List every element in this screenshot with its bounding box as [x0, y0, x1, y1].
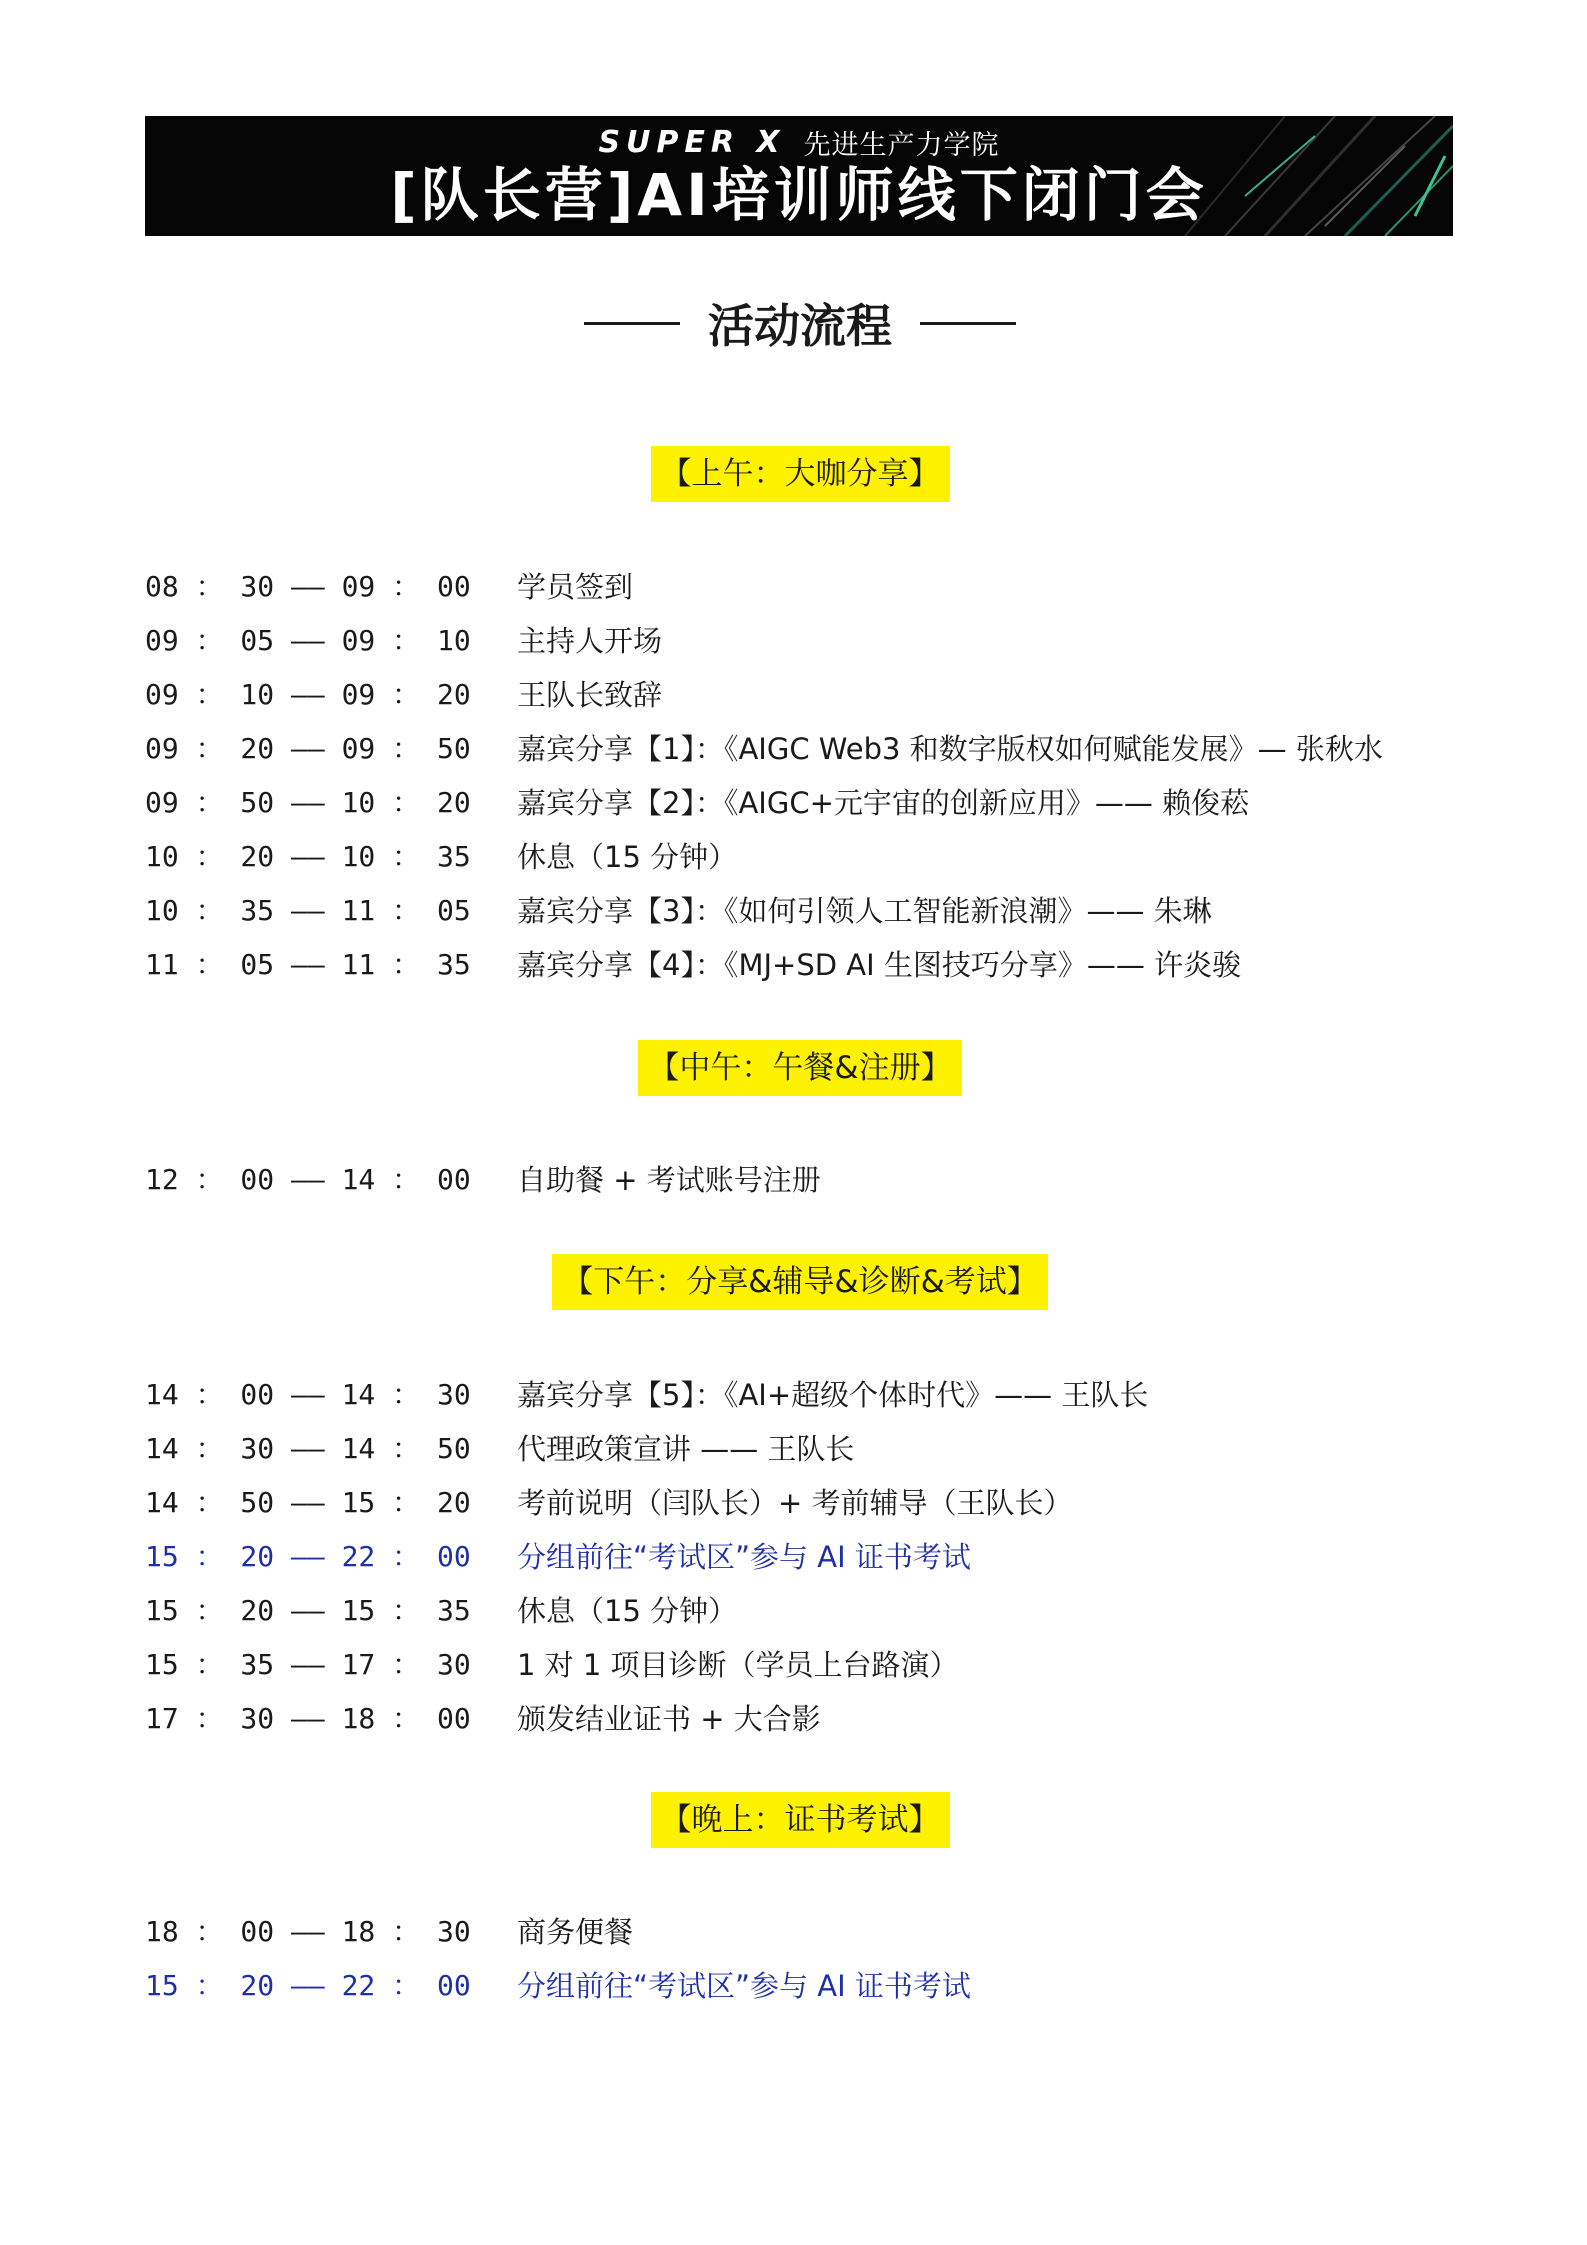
row-desc: 嘉宾分享【1】：《AIGC Web3 和数字版权如何赋能发展》— 张秋水	[517, 732, 1383, 766]
brand-logo-text: SUPER X	[598, 124, 786, 160]
row-time: 08 ： 30 —— 09 ： 00	[145, 570, 471, 603]
row-time: 15 ： 35 —— 17 ： 30	[145, 1648, 471, 1681]
row-desc: 颁发结业证书 + 大合影	[517, 1702, 821, 1736]
schedule-row-highlighted	[145, 1964, 1505, 2008]
row-time: 09 ： 05 —— 09 ： 10	[145, 624, 471, 657]
schedule-row	[145, 727, 1505, 771]
row-time: 10 ： 20 —— 10 ： 35	[145, 840, 471, 873]
row-time: 12 ： 00 —— 14 ： 00	[145, 1163, 471, 1196]
section-label-text: 【下午：分享&辅导&诊断&考试】	[552, 1254, 1048, 1310]
row-desc: 嘉宾分享【5】：《AI+超级个体时代》—— 王队长	[517, 1378, 1149, 1412]
schedule-row	[145, 943, 1505, 987]
row-desc: 王队长致辞	[517, 678, 663, 712]
row-desc: 主持人开场	[517, 624, 663, 658]
heading-right-dash	[920, 322, 1016, 325]
row-time: 09 ： 20 —— 09 ： 50	[145, 732, 471, 765]
row-time: 15 ： 20 —— 22 ： 00	[145, 1969, 471, 2002]
row-desc: 代理政策宣讲 —— 王队长	[517, 1432, 855, 1466]
row-time: 17 ： 30 —— 18 ： 00	[145, 1702, 471, 1735]
brand-row	[145, 124, 1453, 160]
row-time: 18 ： 00 —— 18 ： 30	[145, 1915, 471, 1948]
event-title: [队长营]AI培训师线下闭门会	[390, 161, 1208, 229]
section-label-evening	[0, 1792, 1587, 1848]
schedule-row	[145, 673, 1505, 717]
row-time: 14 ： 50 —— 15 ： 20	[145, 1486, 471, 1519]
row-desc: 自助餐 + 考试账号注册	[517, 1163, 821, 1197]
schedule-row	[145, 1481, 1505, 1525]
row-desc: 嘉宾分享【4】：《MJ+SD AI 生图技巧分享》—— 许炎骏	[517, 948, 1242, 982]
schedule-row	[145, 1589, 1505, 1633]
row-desc: 分组前往“考试区”参与 AI 证书考试	[517, 1969, 971, 2003]
row-desc: 分组前往“考试区”参与 AI 证书考试	[517, 1540, 971, 1574]
schedule-row	[145, 781, 1505, 825]
schedule-heading	[0, 290, 1587, 356]
schedule-row	[145, 1373, 1505, 1417]
schedule-row	[145, 619, 1505, 663]
schedule-row-highlighted	[145, 1535, 1505, 1579]
section-label-text: 【晚上：证书考试】	[651, 1792, 950, 1848]
schedule-row	[145, 1910, 1505, 1954]
schedule-row	[145, 1427, 1505, 1471]
row-time: 15 ： 20 —— 22 ： 00	[145, 1540, 471, 1573]
row-desc: 嘉宾分享【3】：《如何引领人工智能新浪潮》—— 朱琳	[517, 894, 1212, 928]
schedule-row	[145, 1643, 1505, 1687]
row-desc: 考前说明（闫队长）+ 考前辅导（王队长）	[517, 1486, 1073, 1520]
row-desc: 商务便餐	[517, 1915, 634, 1949]
section-label-noon	[0, 1040, 1587, 1096]
schedule-row	[145, 835, 1505, 879]
section-label-text: 【中午：午餐&注册】	[638, 1040, 961, 1096]
row-time: 11 ： 05 —— 11 ： 35	[145, 948, 471, 981]
row-desc: 休息（15 分钟）	[517, 840, 738, 874]
schedule-row	[145, 565, 1505, 609]
row-desc: 嘉宾分享【2】：《AIGC+元宇宙的创新应用》—— 赖俊菘	[517, 786, 1250, 820]
row-time: 10 ： 35 —— 11 ： 05	[145, 894, 471, 927]
row-time: 15 ： 20 —— 15 ： 35	[145, 1594, 471, 1627]
row-time: 14 ： 00 —— 14 ： 30	[145, 1378, 471, 1411]
header-banner	[145, 116, 1453, 236]
row-desc: 学员签到	[517, 570, 634, 604]
row-time: 09 ： 50 —— 10 ： 20	[145, 786, 471, 819]
section-label-text: 【上午：大咖分享】	[651, 446, 950, 502]
row-time: 14 ： 30 —— 14 ： 50	[145, 1432, 471, 1465]
row-desc: 1 对 1 项目诊断（学员上台路演）	[517, 1648, 959, 1682]
section-label-morning	[0, 446, 1587, 502]
schedule-heading-text: 活动流程	[708, 299, 892, 353]
schedule-row	[145, 1158, 1505, 1202]
section-label-afternoon	[0, 1254, 1587, 1310]
row-desc: 休息（15 分钟）	[517, 1594, 738, 1628]
schedule-row	[145, 889, 1505, 933]
schedule-row	[145, 1697, 1505, 1741]
heading-left-dash	[584, 322, 680, 325]
row-time: 09 ： 10 —— 09 ： 20	[145, 678, 471, 711]
brand-academy-name: 先进生产力学院	[803, 129, 1000, 161]
